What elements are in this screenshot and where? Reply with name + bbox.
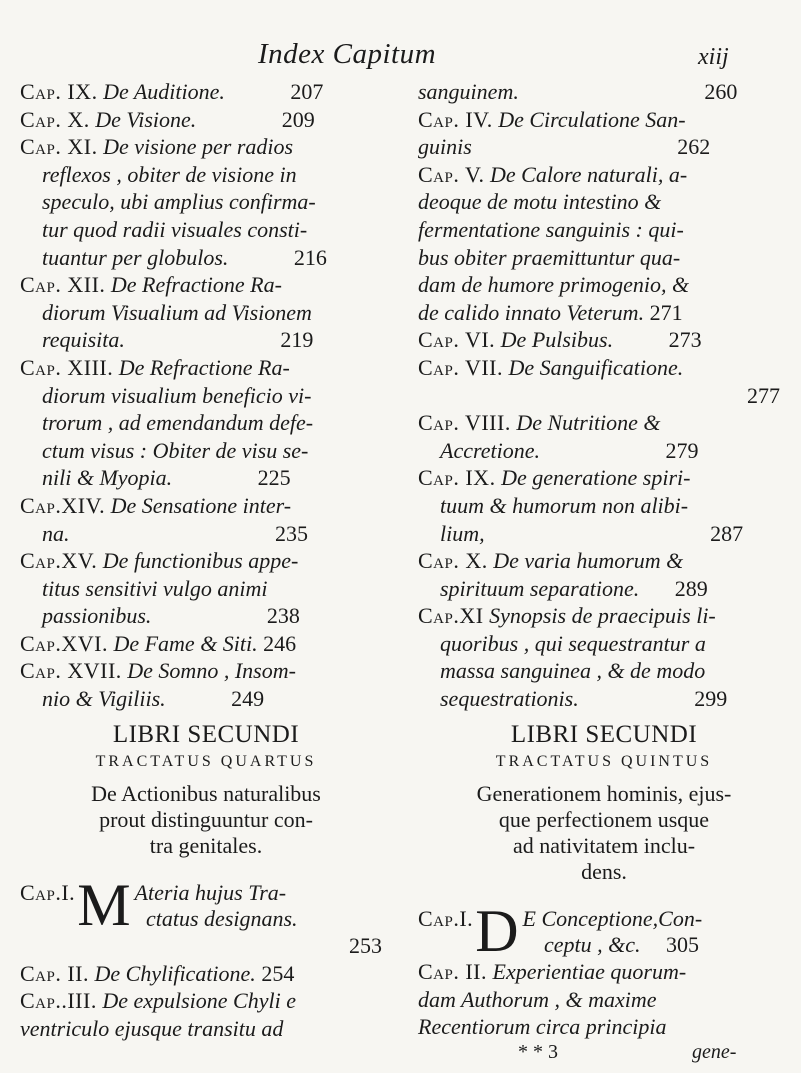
chapter-title-line: dam de humore primogenio, & xyxy=(418,272,690,298)
page-ref: 260 xyxy=(704,79,738,104)
page-ref: 279 xyxy=(665,437,699,463)
chapter-title-line: Synopsis de praecipuis li- xyxy=(489,603,716,629)
chapter-title-line: ctatus designans. xyxy=(146,905,298,931)
chapter-title-line: De generatione spiri- xyxy=(501,465,691,491)
chapter-label: Cap.XIV. xyxy=(20,492,106,518)
chapter-label: Cap. X. xyxy=(20,106,90,132)
page-ref: 235 xyxy=(275,520,308,546)
chapter-label: Cap. IX. xyxy=(418,465,496,491)
index-entry xyxy=(20,871,392,960)
left-column xyxy=(20,78,392,1043)
intro-line: prout distinguuntur con- xyxy=(99,806,313,832)
index-entry xyxy=(418,897,790,964)
page-ref: 262 xyxy=(677,134,711,160)
page-ref: 225 xyxy=(257,465,291,491)
chapter-title: De Visione. xyxy=(95,106,197,132)
chapter-title-line: bus obiter praemittuntur qua- xyxy=(418,244,681,270)
page-ref: 299 xyxy=(694,686,728,712)
chapter-label: Cap. IX. xyxy=(20,79,98,104)
chapter-title-line: passionibus. xyxy=(42,603,152,629)
chapter-title-line: De Sensatione inter- xyxy=(110,492,292,518)
chapter-title-line: spirituum separatione. xyxy=(440,575,640,601)
index-entry xyxy=(20,492,392,547)
chapter-title-line: speculo, ubi amplius confirma- xyxy=(42,189,316,215)
chapter-title-line: sanguinem. xyxy=(418,79,519,104)
index-entry xyxy=(418,326,790,354)
index-entry xyxy=(418,354,790,409)
index-entry xyxy=(418,547,790,602)
index-entry xyxy=(418,958,790,1041)
page-ref: 219 xyxy=(280,327,314,353)
chapter-title-line: De functionibus appe- xyxy=(102,548,299,574)
chapter-title-line: De Circulatione San- xyxy=(498,106,686,132)
chapter-title: De Fame & Siti. xyxy=(113,630,258,656)
chapter-label: Cap.I. xyxy=(418,905,474,931)
chapter-title-line: tuantur per globulos. xyxy=(42,244,229,270)
page-ref: 216 xyxy=(293,244,327,270)
drop-cap: M xyxy=(77,871,131,938)
page-ref: 271 xyxy=(649,299,683,325)
intro-line: ad nativitatem inclu- xyxy=(512,832,696,858)
chapter-label: Cap.I. xyxy=(20,879,76,905)
chapter-label: Cap.XI xyxy=(418,603,484,629)
chapter-title-line: guinis xyxy=(418,134,472,160)
page-ref: 207 xyxy=(290,79,324,104)
section-title: LIBRI SECUNDI xyxy=(510,720,698,748)
page-header xyxy=(0,38,801,78)
chapter-title-line: massa sanguinea , & de modo xyxy=(440,658,706,684)
index-entry xyxy=(20,630,392,658)
section-subtitle: TRACTATUS QUARTUS xyxy=(95,752,317,770)
index-entry xyxy=(418,602,790,712)
chapter-title-line: quoribus , qui sequestrantur a xyxy=(440,630,706,656)
chapter-label: Cap. VII. xyxy=(418,354,503,380)
chapter-label: Cap..III. xyxy=(20,988,97,1014)
index-entry xyxy=(20,354,392,492)
chapter-title-line: De Sanguificatione. xyxy=(508,354,684,380)
chapter-label: Cap. IV. xyxy=(418,106,493,132)
page-ref: 287 xyxy=(710,520,744,546)
chapter-title: De Pulsibus. xyxy=(500,327,614,353)
section-intro xyxy=(20,781,392,859)
index-entry xyxy=(418,464,790,547)
signature-row xyxy=(418,1041,790,1064)
chapter-title-line: Ateria hujus Tra- xyxy=(134,879,287,905)
index-entry xyxy=(20,133,392,271)
section-subtitle: TRACTATUS QUINTUS xyxy=(495,752,713,770)
catchword: gene- xyxy=(692,1041,737,1064)
section-intro xyxy=(418,781,790,885)
chapter-label: Cap. VIII. xyxy=(418,410,511,436)
page-ref: 209 xyxy=(281,106,315,132)
chapter-title-line: De visione per radios xyxy=(103,134,294,160)
page-ref: 305 xyxy=(666,931,700,957)
chapter-title-line: titus sensitivi vulgo animi xyxy=(42,575,268,601)
chapter-label: Cap.XV. xyxy=(20,548,98,574)
printer-signature: * * 3 xyxy=(518,1041,558,1064)
index-entry xyxy=(418,106,790,161)
drop-cap: D xyxy=(475,897,519,964)
page-ref: 254 xyxy=(261,960,295,986)
index-entry xyxy=(20,547,392,630)
chapter-title-line: De Calore naturali, a- xyxy=(490,161,688,187)
chapter-title-line: ventriculo ejusque transitu ad xyxy=(20,1016,284,1042)
chapter-title-line: De Somno , Insom- xyxy=(127,658,296,684)
index-entry xyxy=(418,161,790,327)
intro-line: que perfectionem usque xyxy=(498,806,710,832)
chapter-label: Cap. XI. xyxy=(20,134,98,160)
chapter-title-line: nili & Myopia. xyxy=(42,465,173,491)
chapter-label: Cap. X. xyxy=(418,548,488,574)
chapter-title-line: na. xyxy=(42,520,70,546)
page-ref: 246 xyxy=(263,630,297,656)
section-title: LIBRI SECUNDI xyxy=(112,720,300,748)
chapter-title-line: ceptu , &c. xyxy=(544,931,641,957)
chapter-title-line: trorum , ad emendandum defe- xyxy=(42,410,314,436)
chapter-title-line: reflexos , obiter de visione in xyxy=(42,161,297,187)
page-ref: 249 xyxy=(231,686,265,712)
page-ref: 238 xyxy=(266,603,300,629)
chapter-label: Cap. VI. xyxy=(418,327,496,353)
index-entry xyxy=(20,960,392,988)
index-entry-continued xyxy=(418,78,790,106)
chapter-title-line: E Conceptione,Con- xyxy=(522,905,703,931)
chapter-label: Cap. XVII. xyxy=(20,658,122,684)
chapter-title-line: ctum visus : Obiter de visu se- xyxy=(42,437,309,463)
chapter-title-line: diorum visualium beneficio vi- xyxy=(42,382,312,408)
page-ref: 273 xyxy=(668,327,702,353)
chapter-label: Cap. II. xyxy=(418,959,488,985)
chapter-label: Cap. XIII. xyxy=(20,354,114,380)
chapter-title-line: De Refractione Ra- xyxy=(118,354,290,380)
intro-line: dens. xyxy=(581,858,627,884)
index-entry xyxy=(20,987,392,1042)
chapter-title-line: fermentatione sanguinis : qui- xyxy=(418,216,684,242)
chapter-title-line: lium, xyxy=(440,520,485,546)
index-entry xyxy=(20,78,392,106)
chapter-label: Cap. V. xyxy=(418,161,485,187)
chapter-title-line: de calido innato Veterum. xyxy=(418,299,645,325)
intro-line: De Actionibus naturalibus xyxy=(91,780,321,806)
chapter-title-line: diorum Visualium ad Visionem xyxy=(42,299,312,325)
chapter-title-line: Recentiorum circa principia xyxy=(418,1014,667,1040)
index-entry xyxy=(20,106,392,134)
chapter-title-line: nio & Vigiliis. xyxy=(42,686,166,712)
chapter-title-line: dam Authorum , & maxime xyxy=(418,986,657,1012)
chapter-title-line: requisita. xyxy=(42,327,125,353)
chapter-title: De Chylificatione. xyxy=(94,960,256,986)
chapter-title: De Auditione. xyxy=(103,79,225,104)
chapter-title-line: De Nutritione & xyxy=(516,410,661,436)
index-entry xyxy=(418,409,790,464)
running-head: Index Capitum xyxy=(258,38,437,70)
page-number: xiij xyxy=(698,44,729,70)
chapter-title-line: De Refractione Ra- xyxy=(110,272,282,298)
chapter-title-line: Experientiae quorum- xyxy=(492,959,687,985)
page-ref: 289 xyxy=(674,575,708,601)
chapter-label: Cap. XII. xyxy=(20,272,106,298)
right-column xyxy=(418,78,790,1064)
index-entry xyxy=(20,271,392,354)
intro-line: tra genitales. xyxy=(149,832,263,858)
chapter-title-line: tur quod radii visuales consti- xyxy=(42,216,308,242)
chapter-title-line: De expulsione Chyli e xyxy=(102,988,296,1014)
index-entry xyxy=(20,657,392,712)
chapter-title-line: Accretione. xyxy=(440,437,540,463)
chapter-title-line: De varia humorum & xyxy=(493,548,684,574)
page-ref: 253 xyxy=(349,933,382,959)
chapter-label: Cap.XVI. xyxy=(20,630,108,656)
page-ref: 277 xyxy=(747,382,780,408)
chapter-title-line: sequestrationis. xyxy=(440,686,579,712)
chapter-label: Cap. II. xyxy=(20,960,90,986)
chapter-title-line: deoque de motu intestino & xyxy=(418,189,662,215)
chapter-title-line: tuum & humorum non alibi- xyxy=(440,492,689,518)
intro-line: Generationem hominis, ejus- xyxy=(476,780,732,806)
